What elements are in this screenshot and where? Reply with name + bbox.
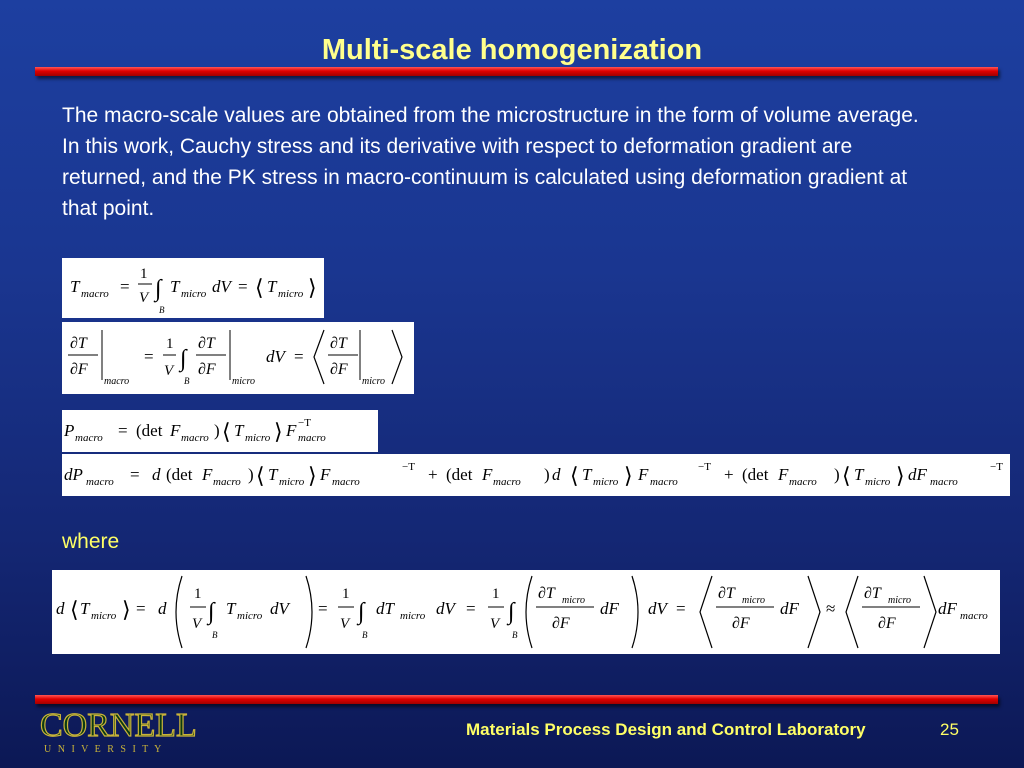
svg-text:F: F — [638, 465, 649, 484]
svg-text:1: 1 — [194, 586, 202, 602]
svg-text:T: T — [267, 277, 277, 296]
svg-text:∫: ∫ — [358, 599, 365, 625]
svg-text:macro: macro — [75, 432, 103, 444]
svg-text:macro: macro — [104, 376, 130, 387]
svg-text:∂T: ∂T — [718, 585, 735, 602]
svg-text:1: 1 — [342, 586, 350, 602]
svg-text:macro: macro — [332, 476, 360, 488]
svg-text:−T: −T — [990, 461, 1003, 473]
svg-text:⟨: ⟨ — [570, 463, 579, 488]
svg-text:∫: ∫ — [180, 346, 187, 372]
svg-text:B: B — [362, 630, 368, 640]
svg-text:−T: −T — [402, 461, 415, 473]
paragraph-cauchy-stress: In this work, Cauchy stress and its derivative with respect to deformation gradient are returned, and the PK stress in macro-continuum is calculated using deformation gradient at that point. — [62, 135, 908, 220]
svg-text:micro: micro — [232, 376, 255, 387]
svg-text:⟩: ⟩ — [122, 597, 131, 622]
svg-text:=: = — [136, 599, 146, 618]
svg-text:d: d — [56, 599, 65, 618]
svg-text:V: V — [490, 616, 500, 632]
svg-text:micro: micro — [181, 288, 207, 300]
svg-text:dF: dF — [938, 599, 957, 618]
equation-pk-stress-increment — [62, 454, 1010, 496]
svg-text:1: 1 — [166, 336, 174, 352]
svg-text:∂F: ∂F — [198, 361, 216, 378]
svg-text:=: = — [144, 347, 154, 366]
svg-text:⟩: ⟩ — [624, 463, 633, 488]
svg-text:F: F — [202, 465, 213, 484]
equation-macro-stress-average — [62, 258, 324, 318]
svg-text:∫: ∫ — [208, 599, 215, 625]
svg-text:U N I V E R S I T Y: U N I V E R S I T Y — [44, 744, 164, 755]
svg-text:∂F: ∂F — [552, 615, 570, 632]
body-text — [62, 100, 942, 224]
svg-text:(det: (det — [742, 465, 769, 484]
svg-text:): ) — [248, 465, 254, 484]
svg-text:): ) — [214, 421, 220, 440]
svg-text:T: T — [268, 465, 278, 484]
svg-text:dF: dF — [600, 599, 619, 618]
svg-text:): ) — [834, 465, 840, 484]
svg-text:=: = — [676, 599, 686, 618]
svg-text:=: = — [318, 599, 328, 618]
svg-text:∂F: ∂F — [70, 361, 88, 378]
svg-text:macro: macro — [789, 476, 817, 488]
svg-text:∂T: ∂T — [330, 335, 347, 352]
svg-text:micro: micro — [278, 288, 304, 300]
svg-text:macro: macro — [181, 432, 209, 444]
svg-text:): ) — [544, 465, 550, 484]
svg-text:d: d — [152, 465, 161, 484]
svg-text:micro: micro — [593, 476, 619, 488]
svg-text:T: T — [70, 277, 80, 296]
svg-text:(det: (det — [136, 421, 163, 440]
svg-text:−T: −T — [298, 417, 311, 429]
svg-text:d: d — [552, 465, 561, 484]
equation-pk-stress — [62, 410, 378, 452]
svg-text:dT: dT — [376, 599, 394, 618]
svg-text:B: B — [159, 305, 165, 315]
svg-text:T: T — [80, 599, 90, 618]
svg-text:T: T — [226, 599, 236, 618]
paragraph-volume-average: The macro-scale values are obtained from the microstructure in the form of volume average. — [62, 104, 919, 127]
svg-text:micro: micro — [245, 432, 271, 444]
svg-text:dV: dV — [212, 277, 231, 296]
svg-text:macro: macro — [298, 432, 326, 444]
svg-text:micro: micro — [91, 610, 117, 622]
svg-text:=: = — [294, 347, 304, 366]
svg-text:+: + — [428, 465, 438, 484]
svg-text:V: V — [139, 290, 149, 306]
cornell-university-logo — [38, 706, 238, 756]
svg-text:⟩: ⟩ — [274, 419, 283, 444]
svg-text:∂T: ∂T — [70, 335, 87, 352]
svg-text:dV: dV — [648, 599, 667, 618]
svg-text:macro: macro — [493, 476, 521, 488]
svg-text:macro: macro — [86, 476, 114, 488]
equation-cauchy-stress-increment — [52, 570, 1000, 654]
svg-text:1: 1 — [140, 266, 148, 282]
svg-text:d: d — [158, 599, 167, 618]
svg-text:macro: macro — [213, 476, 241, 488]
svg-text:micro: micro — [562, 595, 585, 606]
svg-text:+: + — [724, 465, 734, 484]
svg-text:−T: −T — [698, 461, 711, 473]
svg-text:=: = — [130, 465, 140, 484]
top-divider-bar — [35, 67, 998, 76]
svg-text:T: T — [854, 465, 864, 484]
svg-text:∂F: ∂F — [878, 615, 896, 632]
svg-text:⟩: ⟩ — [896, 463, 905, 488]
svg-text:⟨: ⟨ — [70, 597, 79, 622]
svg-text:=: = — [120, 277, 130, 296]
svg-text:P: P — [64, 421, 75, 440]
svg-text:T: T — [234, 421, 244, 440]
where-label: where — [62, 530, 120, 553]
svg-text:CORNELL: CORNELL — [40, 707, 197, 744]
svg-text:macro: macro — [960, 610, 988, 622]
svg-text:∂F: ∂F — [330, 361, 348, 378]
svg-text:(det: (det — [446, 465, 473, 484]
svg-text:micro: micro — [362, 376, 385, 387]
page-number: 25 — [940, 720, 959, 739]
svg-text:T: T — [170, 277, 180, 296]
svg-text:∂T: ∂T — [864, 585, 881, 602]
svg-text:∂T: ∂T — [538, 585, 555, 602]
svg-text:dV: dV — [266, 347, 285, 366]
svg-text:V: V — [164, 363, 174, 379]
svg-text:⟩: ⟩ — [308, 275, 317, 300]
svg-text:=: = — [118, 421, 128, 440]
svg-text:F: F — [286, 421, 297, 440]
svg-text:F: F — [482, 465, 493, 484]
svg-text:micro: micro — [400, 610, 426, 622]
svg-text:⟨: ⟨ — [222, 419, 231, 444]
svg-text:dF: dF — [908, 465, 927, 484]
svg-text:=: = — [466, 599, 476, 618]
svg-text:micro: micro — [742, 595, 765, 606]
svg-text:V: V — [340, 616, 350, 632]
equation-stress-derivative-average — [62, 322, 414, 394]
svg-text:macro: macro — [81, 288, 109, 300]
svg-text:macro: macro — [650, 476, 678, 488]
svg-text:⟨: ⟨ — [256, 463, 265, 488]
svg-text:∫: ∫ — [508, 599, 515, 625]
svg-text:F: F — [320, 465, 331, 484]
svg-text:⟩: ⟩ — [308, 463, 317, 488]
svg-text:dF: dF — [780, 599, 799, 618]
svg-text:B: B — [512, 630, 518, 640]
svg-text:micro: micro — [888, 595, 911, 606]
svg-text:micro: micro — [279, 476, 305, 488]
svg-text:(det: (det — [166, 465, 193, 484]
svg-text:B: B — [184, 376, 190, 386]
svg-text:T: T — [582, 465, 592, 484]
svg-text:V: V — [192, 616, 202, 632]
svg-text:macro: macro — [930, 476, 958, 488]
svg-text:=: = — [238, 277, 248, 296]
svg-text:≈: ≈ — [826, 599, 836, 618]
svg-text:∂F: ∂F — [732, 615, 750, 632]
svg-text:F: F — [170, 421, 181, 440]
svg-text:dV: dV — [436, 599, 455, 618]
svg-text:B: B — [212, 630, 218, 640]
svg-text:F: F — [778, 465, 789, 484]
svg-text:dV: dV — [270, 599, 289, 618]
footer-lab-name: Materials Process Design and Control Laboratory — [466, 720, 866, 739]
svg-text:⟨: ⟨ — [255, 275, 264, 300]
svg-text:∫: ∫ — [155, 276, 162, 302]
slide-title: Multi-scale homogenization — [321, 34, 703, 66]
bottom-divider-bar — [35, 695, 998, 704]
svg-text:micro: micro — [237, 610, 263, 622]
svg-text:micro: micro — [865, 476, 891, 488]
svg-text:∂T: ∂T — [198, 335, 215, 352]
svg-text:1: 1 — [492, 586, 500, 602]
svg-text:dP: dP — [64, 465, 83, 484]
svg-text:⟨: ⟨ — [842, 463, 851, 488]
